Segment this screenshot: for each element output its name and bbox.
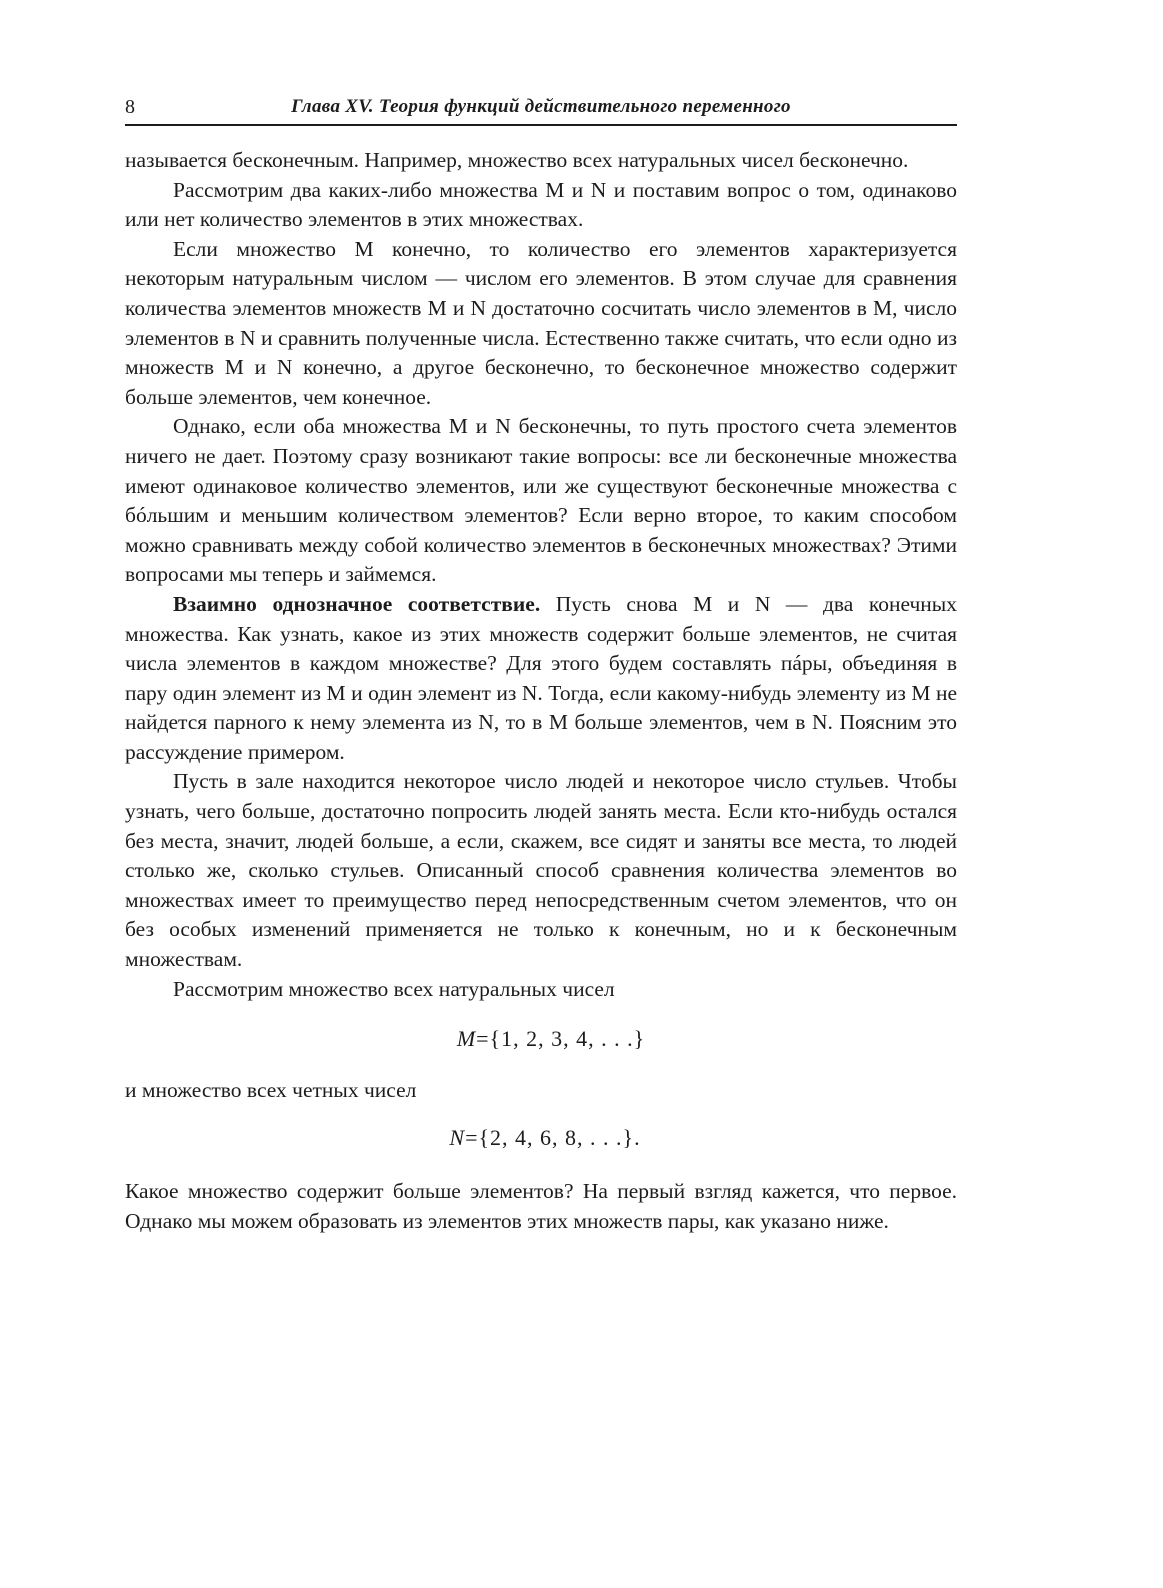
paragraph-bijection: [125, 590, 957, 768]
chapter-title: Глава XV. Теория функций действительного переменного: [291, 96, 791, 117]
formula-even-numbers: [125, 1123, 957, 1153]
formula-natural-numbers: [125, 1024, 957, 1054]
paragraph: Если множество M конечно, то количество его элементов характеризуется некоторым натуральным числом — числом его элементов. В этом случае для сравнения количества элементов множеств M и N достаточно сосчитать число элементов в M, число элементов в N и сравнить полученные числа. Естественно также считать, что если одно из множеств M и N конечно, а другое бесконечно, то бесконечное множество содержит больше элементов, чем конечное.: [125, 236, 957, 409]
paragraph-text: Пусть снова M и N — два конечных множества. Как узнать, какое из этих множеств содержит больше элементов, не считая числа элементов в каждом множестве? Для этого будем составлять пáры, объединяя в пару один элемент из M и один элемент из N. Тогда, если какому-нибудь элементу из M не найдется парного к нему элемента из N, то в M больше элементов, чем в N. Поясним это рассуждение примером.: [125, 591, 957, 764]
formula-variable: M: [456, 1026, 477, 1052]
formula-expression: ={2, 4, 6, 8, . . .}.: [465, 1125, 641, 1151]
formula-variable: N: [449, 1125, 466, 1151]
formula-expression: ={1, 2, 3, 4, . . .}: [476, 1026, 646, 1052]
paragraph: Рассмотрим множество всех натуральных чисел: [173, 976, 615, 1001]
paragraph: и множество всех четных чисел: [125, 1077, 417, 1102]
paragraph: Рассмотрим два каких-либо множества M и N и поставим вопрос о том, одинаково или нет количество элементов в этих множествах.: [125, 177, 957, 232]
paragraph-continued: называется бесконечным. Например, множество всех натуральных чисел бесконечно.: [125, 148, 909, 172]
book-page: [125, 88, 957, 1548]
page-number: 8: [125, 96, 135, 118]
section-lead-term: Взаимно однозначное соответствие.: [173, 591, 541, 616]
paragraph: Пусть в зале находится некоторое число людей и некоторое число стульев. Чтобы узнать, чего больше, достаточно попросить людей занять места. Если кто-нибудь остался без места, значит, людей больше, а если, скажем, все сидят и заняты все места, то людей столько же, сколько стульев. Описанный способ сравнения количества элементов во множествах имеет то преимущество перед непосредственным счетом элементов, что он без особых изменений применяется не только к конечным, но и к бесконечным множествам.: [125, 769, 957, 972]
paragraph: Какое множество содержит больше элементов? На первый взгляд кажется, что первое. Однако мы можем образовать из элементов этих множеств пары, как указано ниже.: [125, 1179, 957, 1233]
paragraph: Однако, если оба множества M и N бесконечны, то путь простого счета элементов ничего не дает. Поэтому сразу возникают такие вопросы: все ли бесконечные множества имеют одинаковое количество элементов, или же существуют бесконечные множества с бóльшим и меньшим количеством элементов? Если верно второе, то каким способом можно сравнивать между собой количество элементов в бесконечных множествах? Этими вопросами мы теперь и займемся.: [125, 414, 957, 587]
body-text: [125, 146, 957, 1236]
running-head: [125, 88, 957, 126]
